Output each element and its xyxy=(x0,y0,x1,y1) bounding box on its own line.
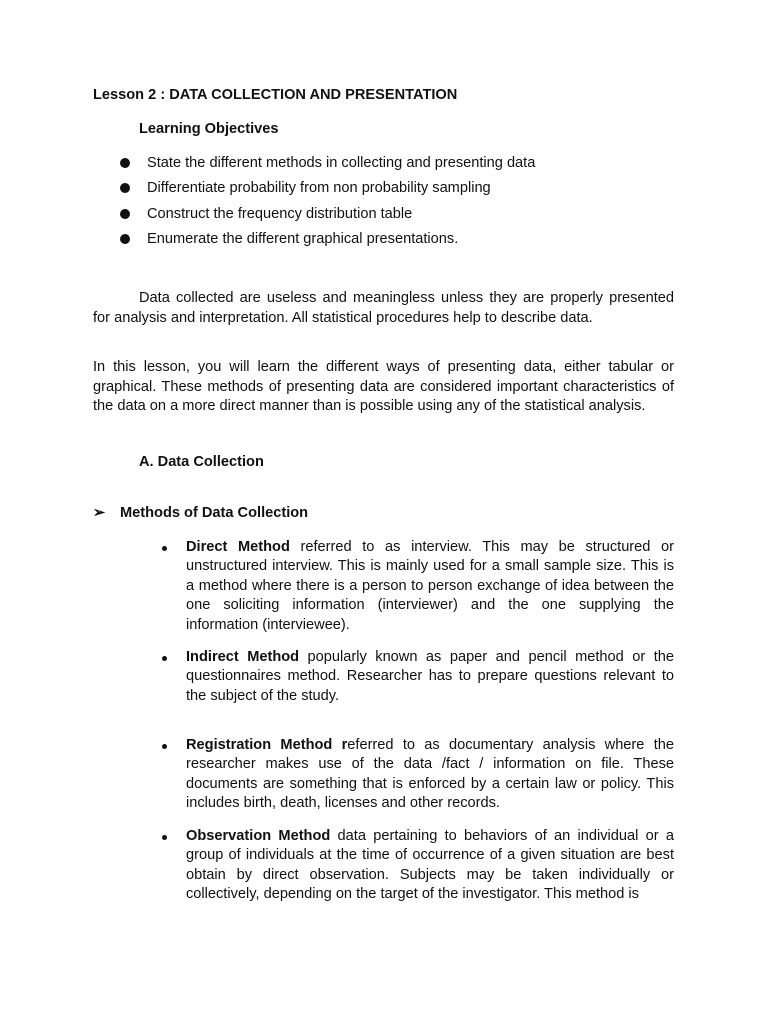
method-name: Direct Method xyxy=(186,539,290,555)
method-item-indirect xyxy=(186,648,674,706)
method-name: Registration Method r xyxy=(186,737,348,753)
bullet-icon xyxy=(120,209,130,219)
objective-text: State the different methods in collecting and presenting data xyxy=(147,155,536,171)
bullet-icon xyxy=(120,234,130,244)
intro-paragraph-1: Data collected are useless and meaningless unless they are properly presented for analysis and interpretation. All statistical procedures help to describe data. xyxy=(93,290,674,326)
objective-text: Differentiate probability from non probability sampling xyxy=(147,180,491,197)
method-description: data pertaining to behaviors of an individual or a group of individuals at the time of occurrence of a given situation are best obtain by direct observation. Subjects may be taken individually or collectively, depending on the target of the investigator. This method is xyxy=(186,828,674,903)
method-name: Observation Method xyxy=(186,828,331,844)
objective-item xyxy=(120,231,535,256)
learning-objectives-list xyxy=(120,155,535,256)
method-name: Indirect Method xyxy=(186,649,300,665)
method-description: referred to as interview. This may be structured or unstructured interview. This is mainly used for a small sample size. This is a method where there is a person to person exchange of idea between the one soliciting information (interviewer) and the one supplying the information (interviewee). xyxy=(186,539,675,633)
objective-item xyxy=(120,155,535,180)
method-item-registration xyxy=(186,736,674,814)
bullet-icon xyxy=(120,183,130,193)
method-description: popularly known as paper and pencil method or the questionnaires method. Researcher has to prepare questions relevant to the subject of the study. xyxy=(186,649,674,704)
bullet-icon xyxy=(162,546,167,551)
section-a-heading: A. Data Collection xyxy=(139,454,264,470)
bullet-icon xyxy=(162,656,167,661)
objective-text: Enumerate the different graphical presentations. xyxy=(147,230,459,247)
objective-text: Construct the frequency distribution table xyxy=(147,205,413,222)
method-description: eferred to as documentary analysis where the researcher makes use of the data /fact / information on file. These documents are something that is enforced by a certain law or policy. This includes birth, death, licenses and other records. xyxy=(186,737,674,812)
intro-paragraph-2: In this lesson, you will learn the different ways of presenting data, either tabular or graphical. These methods of presenting data are considered important characteristics of the data on a more direct manner than is possible using any of the statistical analysis. xyxy=(93,359,674,414)
bullet-icon xyxy=(162,835,167,840)
method-item-direct xyxy=(186,538,674,635)
objective-item xyxy=(120,206,535,231)
methods-heading-text: Methods of Data Collection xyxy=(120,505,309,521)
bullet-icon xyxy=(162,744,167,749)
bullet-icon xyxy=(120,158,130,168)
methods-heading xyxy=(93,504,308,521)
lesson-title: Lesson 2 : DATA COLLECTION AND PRESENTATION xyxy=(93,87,458,103)
arrow-bullet-icon: ➢ xyxy=(93,505,106,521)
objective-item xyxy=(120,180,535,205)
learning-objectives-heading: Learning Objectives xyxy=(139,121,279,137)
method-item-observation xyxy=(186,827,674,905)
